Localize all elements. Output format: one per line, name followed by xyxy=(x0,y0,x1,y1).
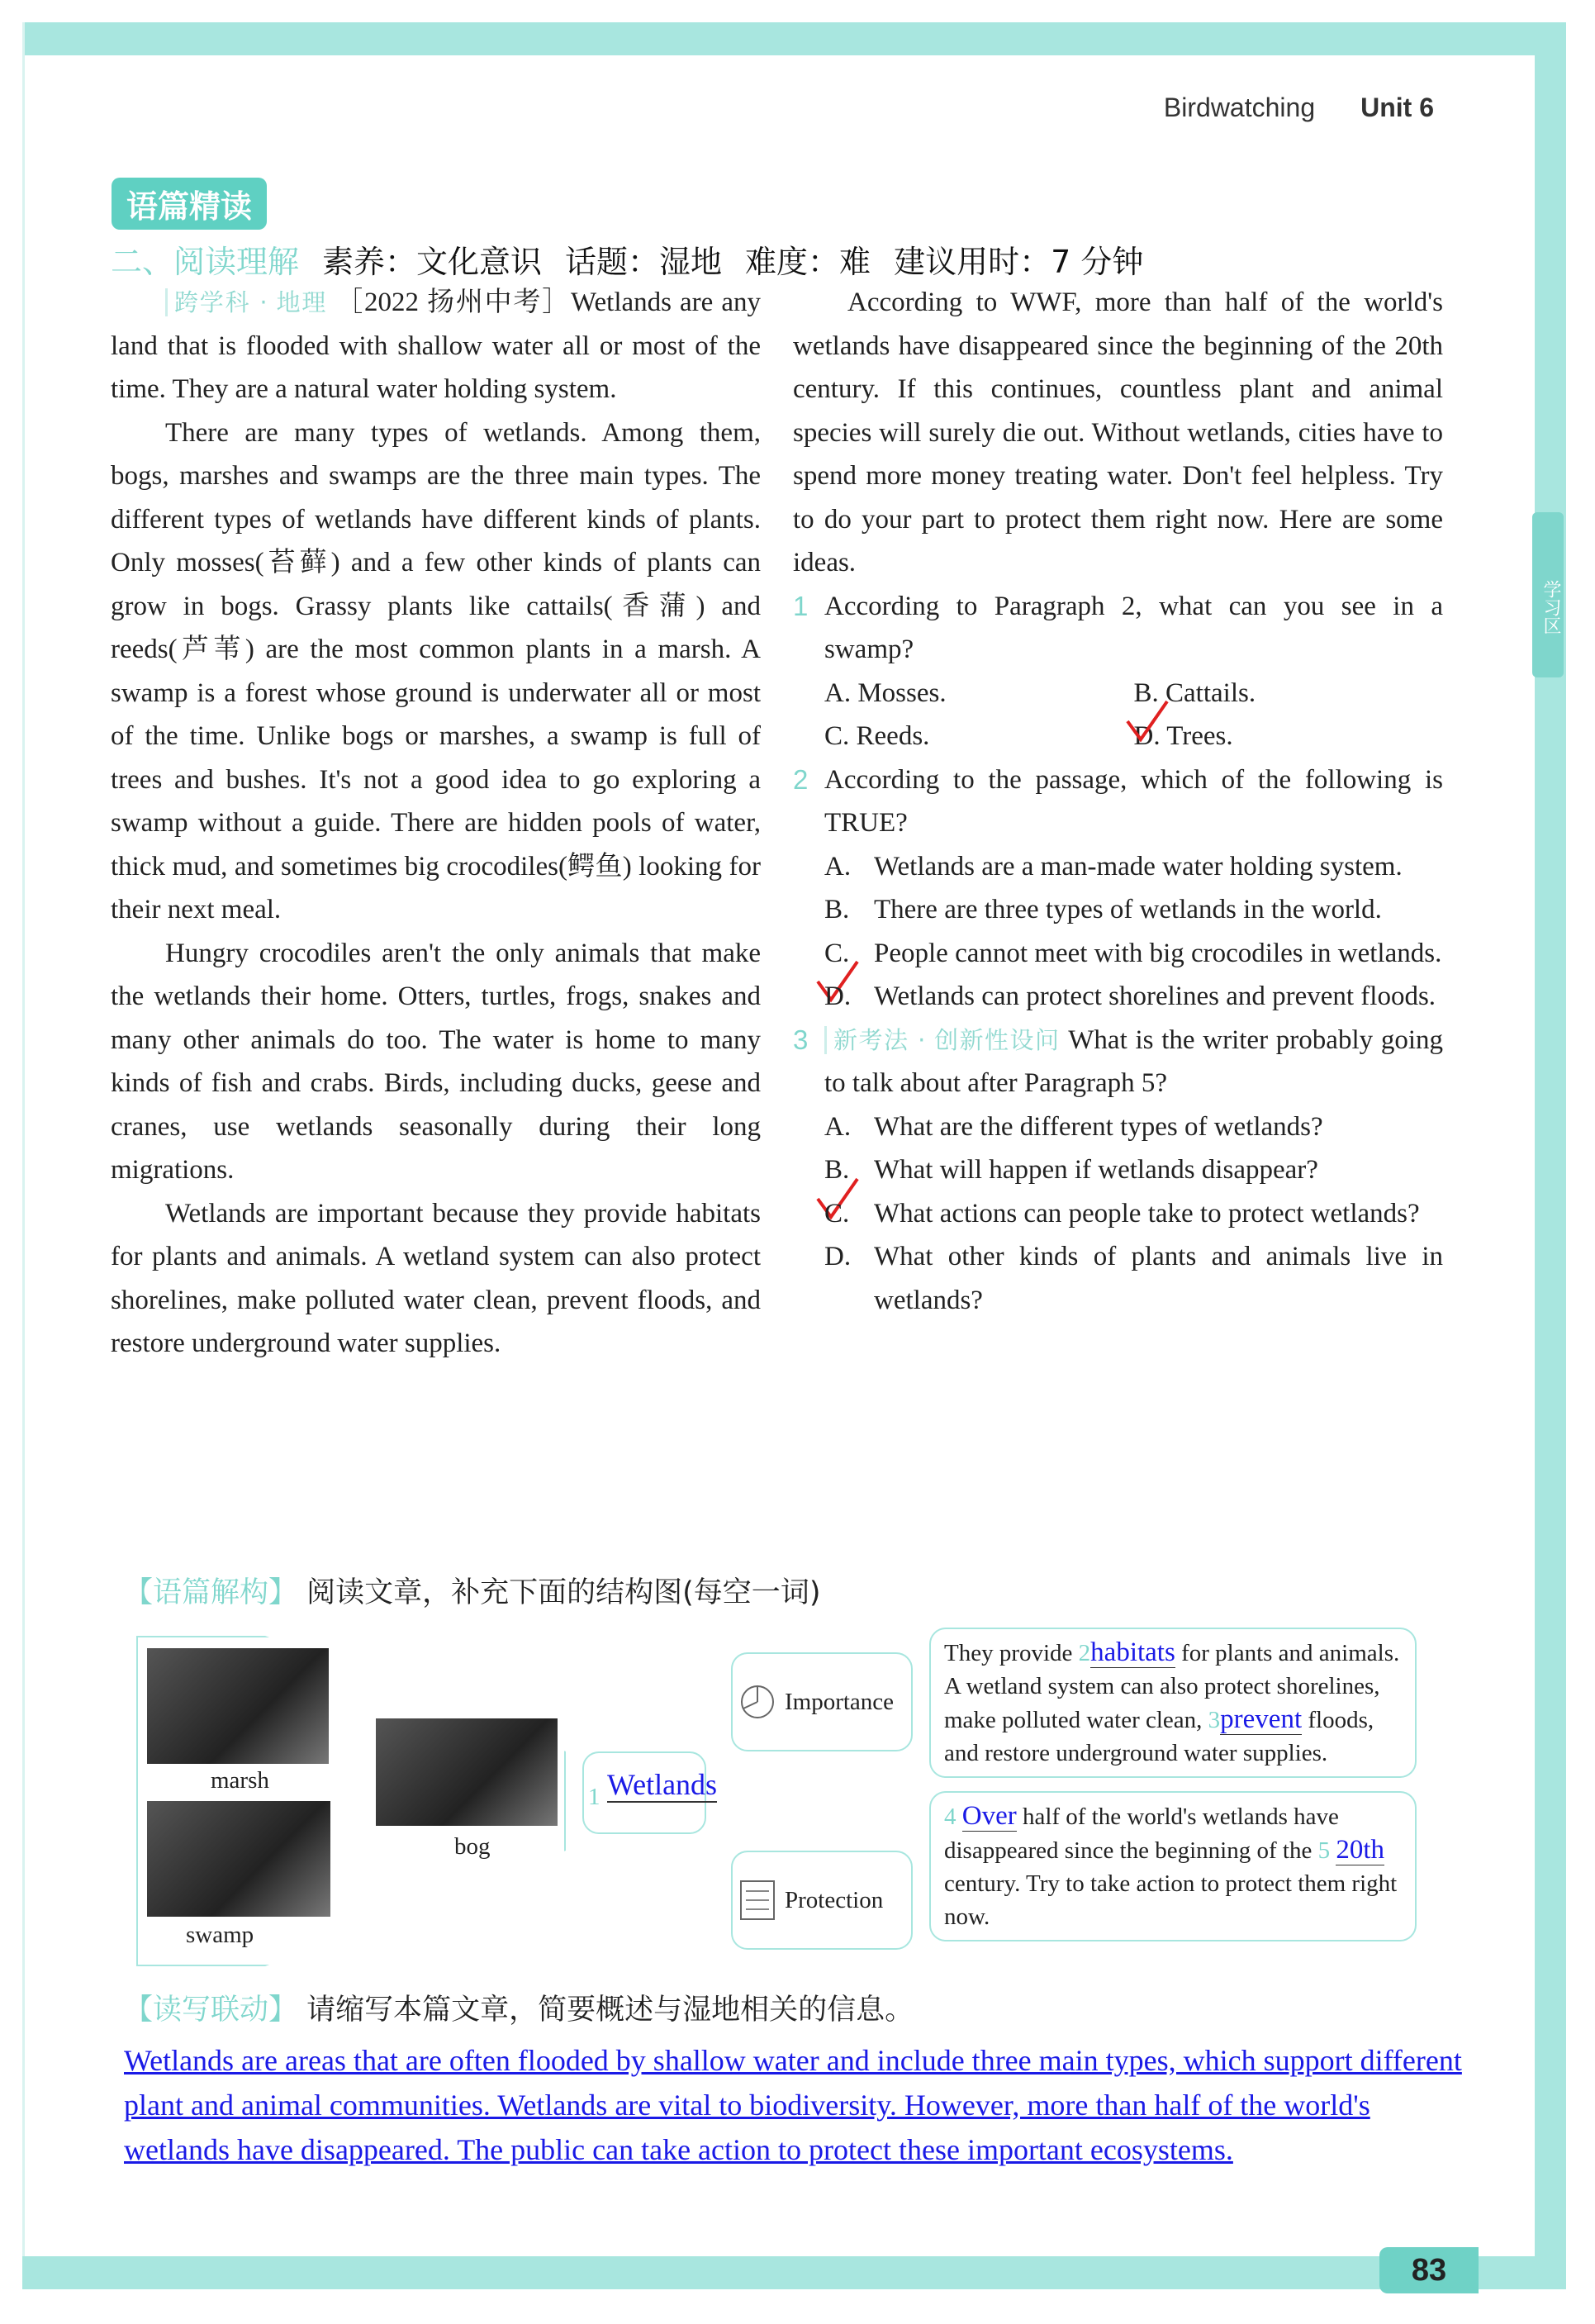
left-border xyxy=(22,22,25,2289)
blank-number: 1 xyxy=(588,1784,600,1810)
detail-boxes xyxy=(929,1628,1417,1941)
paragraph-4: Wetlands are important because they provide habitats for plants and animals. A wetland system can also protect shorelines, make polluted water clean, prevent floods, and restore underground water supplies. xyxy=(111,1198,761,1358)
unit-label: Unit 6 xyxy=(1360,93,1434,122)
question-text: What is the writer probably going to talk about after Paragraph 5? xyxy=(824,1024,1444,1098)
swamp-photo xyxy=(147,1801,330,1917)
question-1-options xyxy=(793,672,1443,715)
importance-title: Importance xyxy=(785,1689,895,1715)
section-title: 二、阅读理解 xyxy=(111,244,300,280)
question-text: According to the passage, which of the following is TRUE? xyxy=(824,764,1443,838)
question-number: 2 xyxy=(793,763,809,795)
protection-detail: 4 Over half of the world's wetlands have disappeared since the beginning of the 5 20th century. Try to take action to protect them right now. xyxy=(929,1791,1417,1941)
source-tag: ［2022 扬州中考］ xyxy=(335,288,572,317)
protection-title: Protection xyxy=(785,1887,884,1913)
passage-left-column xyxy=(111,281,761,1366)
topic-meta: 话题：湿地 xyxy=(565,244,723,280)
structure-heading xyxy=(124,1570,820,1611)
option-d[interactable]: D. What other kinds of plants and animals live in wetlands? xyxy=(824,1242,1443,1315)
question-2 xyxy=(793,758,1443,845)
right-border xyxy=(1535,22,1566,2289)
bog-caption: bog xyxy=(454,1833,491,1860)
side-tab: 学习区 xyxy=(1532,512,1564,677)
answer-habitats: habitats xyxy=(1090,1637,1175,1667)
writing-instruction: 请缩写本篇文章，简要概述与湿地相关的信息。 xyxy=(306,1994,914,2027)
section-header xyxy=(111,236,1143,282)
question-number: 3 xyxy=(793,1024,809,1055)
swamp-caption: swamp xyxy=(186,1922,254,1948)
option-b[interactable]: B. What will happen if wetlands disappear? xyxy=(824,1155,1318,1185)
importance-detail: They provide 2habitats for plants and animals. A wetland system can also protect shorelines, make polluted water clean, 3prevent floods, and restore underground water supplies. xyxy=(929,1628,1417,1778)
option-a[interactable]: A. What are the different types of wetlands? xyxy=(824,1111,1323,1142)
list-icon xyxy=(739,1880,776,1921)
bottom-border xyxy=(22,2256,1565,2289)
question-text: According to Paragraph 2, what can you see in a swamp? xyxy=(824,591,1443,664)
summary-answer[interactable]: Wetlands are areas that are often flooded by shallow water and include three main types, which support different plant and animal communities. Wetlands are vital to biodiversity. However, more than half of the world's wetlands have disappeared. The public can take action to protect these important ecosystems. xyxy=(124,2044,1462,2166)
option-a[interactable]: A. Mosses. xyxy=(824,677,947,708)
option-c[interactable]: C. Reeds. xyxy=(824,721,930,751)
top-border xyxy=(22,22,1565,55)
subject-tag: 跨学科 · 地理 xyxy=(165,288,327,316)
question-number: 1 xyxy=(793,590,809,621)
question-3 xyxy=(793,1019,1443,1105)
passage-right-column xyxy=(793,281,1443,1322)
answer-prevent: prevent xyxy=(1220,1704,1303,1734)
page-number: 83 xyxy=(1379,2247,1479,2293)
option-b[interactable]: B. Cattails. xyxy=(1133,677,1256,708)
answer-20th: 20th xyxy=(1336,1835,1384,1865)
difficulty-meta: 难度：难 xyxy=(745,244,871,280)
question-1 xyxy=(793,585,1443,672)
structure-instruction: 阅读文章，补充下面的结构图(每空一词) xyxy=(306,1576,821,1609)
marsh-caption: marsh xyxy=(211,1767,269,1794)
option-d[interactable]: D. Trees. xyxy=(1134,715,1444,758)
running-title: Birdwatching xyxy=(1163,93,1316,122)
paragraph-1-text: Wetlands are any land that is flooded with shallow water all or most of the time. They are a natural water holding system. xyxy=(111,288,762,404)
section-badge: 语篇精读 xyxy=(112,178,267,230)
time-meta: 建议用时：7 分钟 xyxy=(894,244,1144,280)
option-a[interactable]: A. Wetlands are a man-made water holding system. xyxy=(824,851,1403,882)
bog-photo xyxy=(376,1718,558,1826)
option-c[interactable]: C. People cannot meet with big crocodiles in wetlands. xyxy=(824,938,1442,968)
writing-label: 【读写联动】 xyxy=(124,1994,298,2027)
structure-label: 【语篇解构】 xyxy=(124,1576,298,1609)
running-header xyxy=(1164,93,1434,123)
pie-chart-icon xyxy=(739,1684,776,1720)
marsh-photo xyxy=(147,1648,329,1764)
option-d[interactable]: D. Wetlands can protect shorelines and prevent floods. xyxy=(793,975,1443,1019)
option-c[interactable]: C. What actions can people take to protect wetlands? xyxy=(793,1192,1443,1236)
option-b[interactable]: B. There are three types of wetlands in the world. xyxy=(824,895,1382,924)
structure-diagram xyxy=(132,1628,1454,1975)
question-1-options-row-2 xyxy=(793,715,1443,758)
paragraph-5: According to WWF, more than half of the world's wetlands have disappeared since the beginning of the 20th century. If this continues, countless plant and animal species will surely die out. Without wetlands, cities have to spend more money treating water. Don't feel helpless. Try to do your part to protect them right now. Here are some ideas. xyxy=(793,288,1443,577)
paragraph-2: There are many types of wetlands. Among them, bogs, marshes and swamps are the three main types. The different types of wetlands have different kinds of plants. Only mosses(苔藓) and a few other kinds of plants can grow in bogs. Grassy plants like cattails(香蒲) and reeds(芦苇) are the most common plants in a marsh. A swamp is a forest whose ground is underwater all or most of the time. Unlike bogs or marshes, a swamp is full of trees and bushes. It's not a good idea to go exploring a swamp without a guide. There are hidden pools of water, thick mud, and sometimes big crocodiles(鳄鱼) looking for their next meal. xyxy=(111,417,761,924)
answer-over: Over xyxy=(961,1801,1017,1831)
paragraph-3: Hungry crocodiles aren't the only animals that make the wetlands their home. Otters, turtles, frogs, snakes and many other animals do too. The water is home to many kinds of fish and crabs. Birds, including ducks, geese and cranes, use wetlands seasonally during their long migrations. xyxy=(111,938,761,1185)
paragraph-1 xyxy=(111,281,761,411)
writing-heading xyxy=(124,1987,914,2028)
answer-wetlands: Wetlands xyxy=(607,1768,718,1801)
question-tag: 新考法 · 创新性设问 xyxy=(824,1026,1061,1054)
literacy-meta: 素养：文化意识 xyxy=(322,244,543,280)
